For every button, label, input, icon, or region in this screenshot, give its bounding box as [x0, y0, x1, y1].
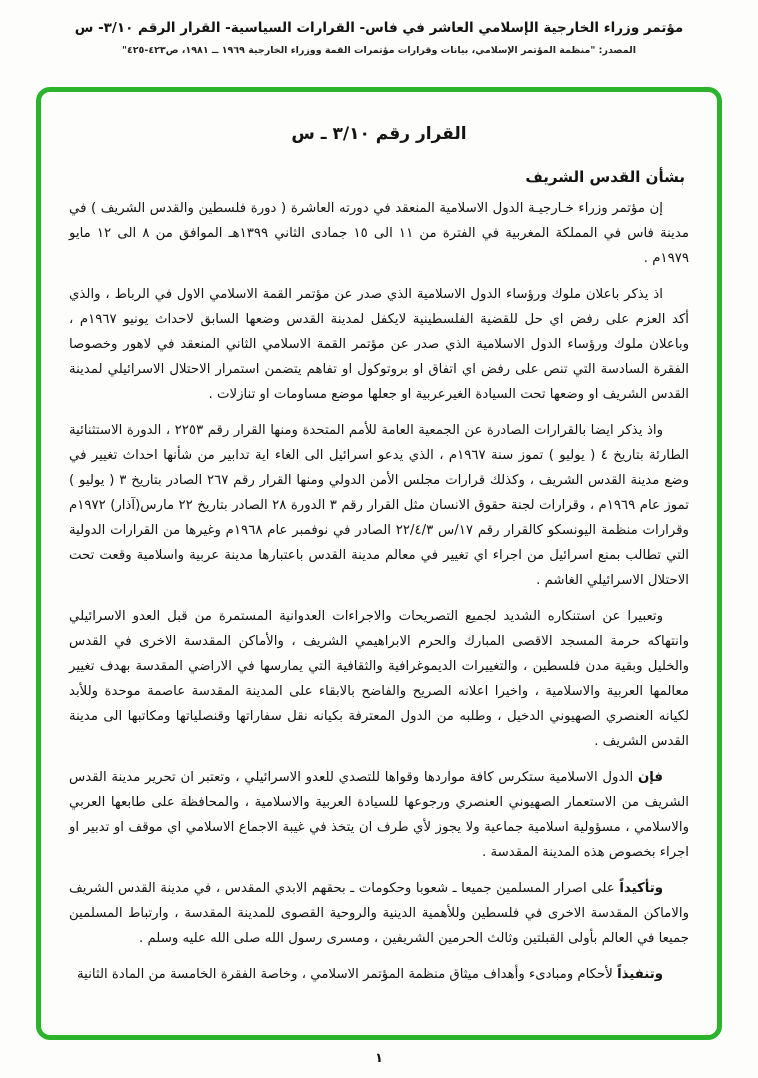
paragraph-3: [69, 419, 689, 594]
resolution-title: القرار رقم ٣/١٠ ـ س: [291, 124, 467, 144]
resolution-box: [36, 87, 722, 1040]
paragraph-text: إن مؤتمر وزراء خـارجيـة الدول الاسلامية المنعقد في دورته العاشرة ( دورة فلسطين والقدس الشريف ) في مدينة فاس في المملكة المغربية في الفترة من ١١ الى ١٥ جمادى الثاني ١٣٩٩هـ الموافق من ٨ الى ١٢ مايو ١٩٧٩م .: [69, 201, 689, 266]
paragraph-lead: وتأكيداً: [619, 880, 663, 896]
paragraph-lead: فإن: [637, 769, 663, 785]
paragraph-lead: وتنفيذاً: [617, 966, 663, 982]
document-header: [0, 0, 758, 56]
paragraph-2: [69, 283, 689, 408]
paragraph-text: على اصرار المسلمين جميعا ـ شعوبا وحكومات ـ بحقهم الابدي المقدس ، في مدينة القدس الشريف والاماكن المقدسة الاخرى في فلسطين وللأهمية الدينية والروحية القصوى للمدينة المقدسة ، وارتباط المسلمين جميعا في العالم بأولى القبلتين وثالث الحرمين الشريفين ، ومسرى رسول الله صلى الله عليه وسلم .: [69, 880, 689, 946]
paragraph-text: اذ يذكر باعلان ملوك ورؤساء الدول الاسلامية الذي صدر عن مؤتمر القمة الاسلامي الاول في الرباط ، والذي أكد العزم على رفض اي حل للقضية الفلسطينية لايكفل لمدينة القدس وضعها السابق لاحداث يونيو ١٩٦٧م ، وباعلان ملوك ورؤساء الدول الاسلامية الذي صدر عن مؤتمر القمة الاسلامي الثاني المنعقد في لاهور وخصوصا الفقرة السادسة التي تنص على رفض اي اتفاق او بروتوكول او تفاهم يتضمن استمرار الاحتلال الاسرائيلي لمدينة القدس الشريف او وضعها تحت السيادة الغيرعربية او جعلها موضع مساومات او تنازلات .: [69, 286, 689, 402]
paragraph-text: الدول الاسلامية ستكرس كافة مواردها وقواها للتصدي للعدو الاسرائيلي ، وتعتبر ان تحرير مدينة القدس الشريف من الاستعمار الصهيوني العنصري ورجوعها للسيادة العربية والاسلامية ، والمحافظة على طابعها العربي والاسلامي ، مسؤولية اسلامية جماعية ولا يجوز لأي طرف ان يتخذ في غيبة الاجماع الاسلامي اي موقف او تدبير او اجراء بخصوص هذه المدينة المقدسة .: [69, 769, 689, 860]
paragraph-1: [69, 197, 689, 272]
paragraph-6: [69, 877, 689, 952]
paragraph-5: [69, 766, 689, 866]
paragraph-text: واذ يذكر ايضا بالقرارات الصادرة عن الجمعية العامة للأمم المتحدة ومنها القرار رقم ٢٢٥٣ ، الدورة الاستثنائية الطارئة بتاريخ ٤ ( يوليو ) تموز سنة ١٩٦٧م ، الذي يدعو اسرائيل الى الغاء اية تدابير من شأنها احداث تغيير في وضع مدينة القدس الشريف ، وكذلك قرارات مجلس الأمن الدولي ومنها القرار رقم ٢٦٧ الصادر بتاريخ ٣ ( يوليو ) تموز عام ١٩٦٩م ، وقرارات لجنة حقوق الانسان مثل القرار رقم ٣ الدورة ٢٨ الصادر بتاريخ ٢٢ مارس(آذار) ١٩٧٢م وقرارات منظمة اليونسكو كالقرار رقم ١٧/س ٢٢/٤/٣ الصادر في نوفمبر عام ١٩٦٨م وغيرها من القرارات الدولية التي تطالب بمنع اسرائيل من اجراء اي تغيير في معالم مدينة القدس باعتبارها مدينة عربية واسلامية وقعت تحت الاحتلال الاسرائيلي الغاشم .: [69, 422, 690, 588]
paragraph-text: وتعبيرا عن استنكاره الشديد لجميع التصريحات والاجراءات العدوانية المستمرة من قبل العدو الاسرائيلي وانتهاكه حرمة المسجد الاقصى المبارك والحرم الابراهيمي الشريف ، والأماكن المقدسة الاخرى في القدس والخليل وبقية مدن فلسطين ، والتغييرات الديموغرافية والثقافية التي يمارسها في الاراضي المقدسة بهدف تغيير معالمها العربية والاسلامية ، واخيرا اعلانه الصريح والفاضح بالابقاء على المدينة المقدسة عاصمة موحدة وللأبد لكيانه العنصري الصهيوني الدخيل ، وطلبه من الدول المعترفة بكيانه نقل سفاراتها وقنصلياتها ومكاتبها الى مدينة القدس الشريف .: [69, 608, 689, 749]
paragraph-4: [69, 605, 689, 755]
resolution-subject: بشأن القدس الشريف: [525, 168, 685, 186]
page-number: ١: [375, 1051, 383, 1066]
paragraph-7: [69, 963, 689, 988]
header-source: المصدر: "منظمة المؤتمر الإسلامي، بيانات وقرارات مؤتمرات القمة ووزراء الخارجية ١٩٦٩ ــ ١٩٨١، ص٤٢٣-٤٢٥": [122, 45, 636, 56]
header-title: مؤتمر وزراء الخارجية الإسلامي العاشر في فاس- القرارات السياسية- القرار الرقم ٣/١٠- س: [74, 20, 684, 36]
paragraph-text: لأحكام ومبادىء وأهداف ميثاق منظمة المؤتمر الاسلامي ، وخاصة الفقرة الخامسة من المادة الثانية: [77, 966, 618, 982]
